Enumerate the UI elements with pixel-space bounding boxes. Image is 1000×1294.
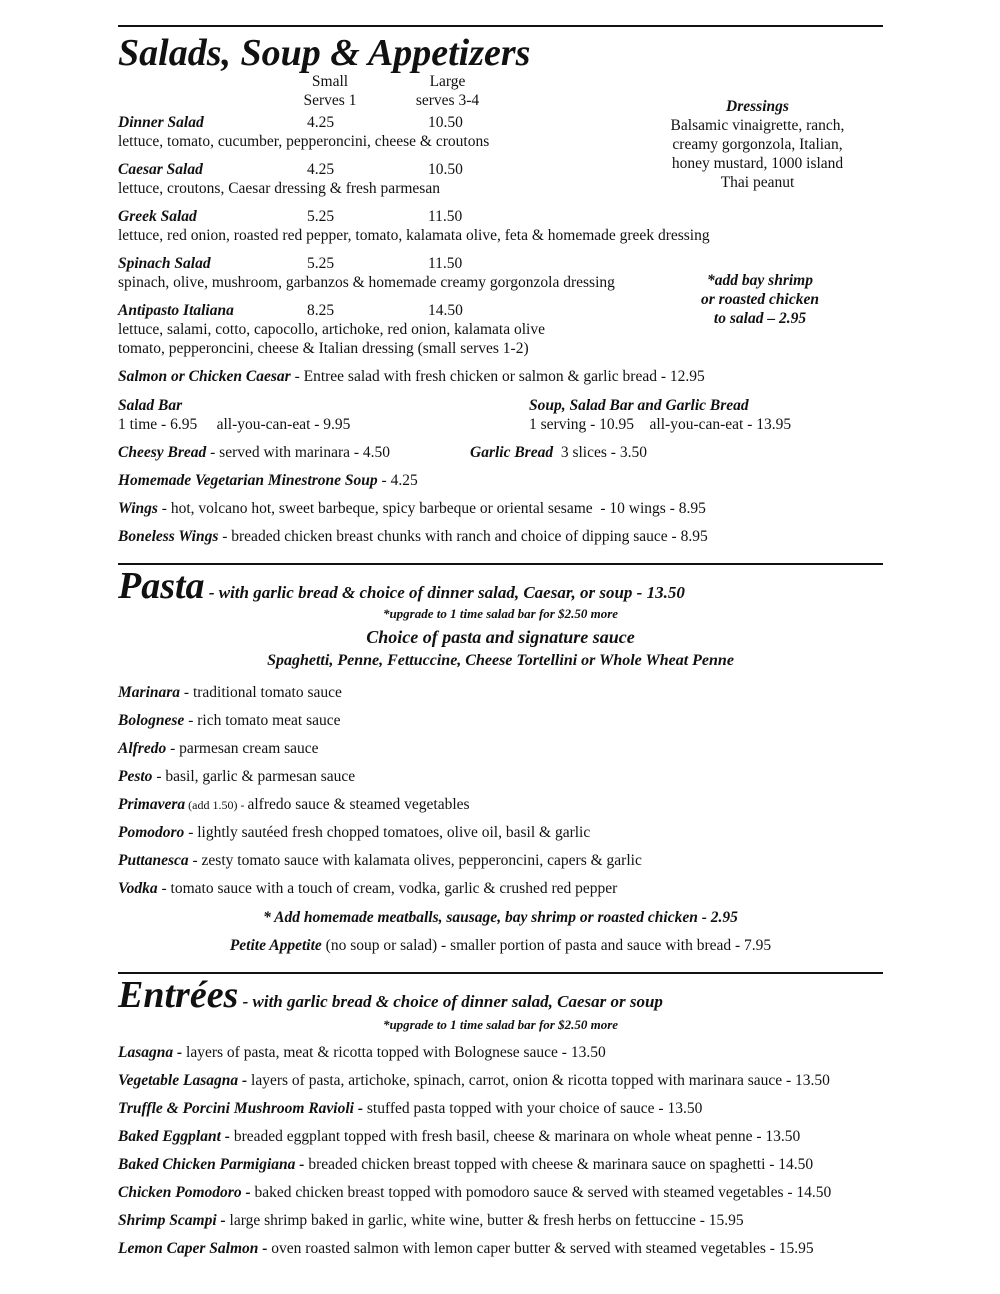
- pasta-sauce-item: [118, 739, 319, 758]
- item-name: Garlic Bread: [470, 444, 554, 461]
- entree-name: Lemon Caper Salmon -: [118, 1240, 268, 1257]
- salad-desc: lettuce, red onion, roasted red pepper, tomato, kalamata olive, feta & homemade greek dressing: [118, 227, 710, 244]
- salad-price-large: 14.50: [428, 302, 463, 319]
- dressings-title: Dressings: [726, 98, 789, 115]
- entree-desc: large shrimp baked in garlic, white wine, butter & fresh herbs on fettuccine - 15.95: [225, 1212, 744, 1229]
- pasta-subtitle: - with garlic bread & choice of dinner salad, Caesar, or soup - 13.50: [204, 583, 685, 602]
- salad-desc: tomato, pepperoncini, cheese & Italian dressing (small serves 1-2): [118, 340, 529, 357]
- salad-name: Dinner Salad: [118, 114, 204, 131]
- addon-line: or roasted chicken: [701, 291, 819, 308]
- menu-item-wings: [118, 499, 706, 518]
- entree-name: Lasagna -: [118, 1044, 183, 1061]
- pasta-sauce-item: [118, 823, 590, 842]
- salad-price-small: 4.25: [307, 114, 335, 131]
- salad-desc: lettuce, tomato, cucumber, pepperoncini, cheese & croutons: [118, 133, 490, 150]
- item-desc: - served with marinara - 4.50: [206, 444, 391, 461]
- salad-addon-note: [660, 271, 860, 328]
- dressings-line: honey mustard, 1000 island: [671, 155, 844, 172]
- sauce-name: Bolognese: [118, 712, 185, 729]
- pasta-heading: [118, 566, 685, 606]
- dressings-line: creamy gorgonzola, Italian,: [672, 136, 843, 153]
- pasta-title: Pasta: [118, 565, 205, 607]
- entree-item: [118, 1071, 830, 1090]
- section-divider: [118, 25, 883, 27]
- sauce-desc: - zesty tomato sauce with kalamata olives, pepperoncini, capers & garlic: [188, 852, 642, 869]
- entree-name: Shrimp Scampi -: [118, 1212, 226, 1229]
- salads-title: Salads, Soup & Appetizers: [118, 32, 531, 74]
- entree-name: Baked Eggplant -: [118, 1128, 230, 1145]
- sauce-desc: alfredo sauce & steamed vegetables: [247, 796, 470, 813]
- sauce-name: Pomodoro: [118, 824, 185, 841]
- sauce-name: Alfredo: [118, 740, 167, 757]
- dressings-line: Balsamic vinaigrette, ranch,: [670, 117, 845, 134]
- sauce-desc: - tomato sauce with a touch of cream, vodka, garlic & crushed red pepper: [157, 880, 618, 897]
- item-name: Cheesy Bread: [118, 444, 207, 461]
- entree-item: [118, 1211, 744, 1230]
- item-desc: 3 slices - 3.50: [553, 444, 647, 461]
- soup-bar-block: [529, 396, 791, 434]
- col-small-serves: Serves 1: [303, 92, 357, 109]
- addon-line: to salad – 2.95: [713, 310, 807, 327]
- salad-desc: lettuce, salami, cotto, capocollo, artichoke, red onion, kalamata olive: [118, 321, 545, 338]
- menu-item-salmon-caesar: [118, 367, 705, 386]
- pasta-upgrade-note: *upgrade to 1 time salad bar for $2.50 more: [382, 606, 619, 621]
- salad-price-small: 5.25: [307, 255, 335, 272]
- entree-desc: breaded chicken breast topped with cheese & marinara sauce on spaghetti - 14.50: [304, 1156, 814, 1173]
- salad-price-small: 5.25: [307, 208, 335, 225]
- menu-item-garlic-bread: [470, 443, 647, 462]
- pasta-sauce-item: [118, 711, 341, 730]
- entree-name: Baked Chicken Parmigiana -: [118, 1156, 305, 1173]
- entree-item: [118, 1239, 814, 1258]
- salad-desc: lettuce, croutons, Caesar dressing & fresh parmesan: [118, 180, 440, 197]
- col-small-header: [290, 72, 370, 110]
- salad-price-large: 10.50: [428, 161, 463, 178]
- col-small-label: Small: [311, 73, 349, 90]
- entree-name: Vegetable Lasagna -: [118, 1072, 248, 1089]
- entree-item: [118, 1043, 606, 1062]
- pasta-types: Spaghetti, Penne, Fettuccine, Cheese Tortellini or Whole Wheat Penne: [267, 652, 734, 669]
- sauce-desc: - basil, garlic & parmesan sauce: [152, 768, 356, 785]
- entree-name: Chicken Pomodoro -: [118, 1184, 251, 1201]
- item-name: Salad Bar: [118, 397, 183, 414]
- sauce-name: Puttanesca: [118, 852, 189, 869]
- entrees-subtitle: - with garlic bread & choice of dinner salad, Caesar or soup: [238, 992, 663, 1011]
- item-name: Salmon or Chicken Caesar: [118, 368, 291, 385]
- pasta-choice-heading: Choice of pasta and signature sauce: [366, 627, 635, 647]
- salad-price-large: 11.50: [428, 255, 463, 272]
- sauce-name: Vodka: [118, 880, 158, 897]
- item-name: Boneless Wings: [118, 528, 219, 545]
- entree-item: [118, 1099, 702, 1118]
- pasta-sauce-item: [118, 851, 642, 870]
- entrees-title: Entrées: [118, 974, 239, 1016]
- dressings-line: Thai peanut: [720, 174, 795, 191]
- sauce-desc: - lightly sautéed fresh chopped tomatoes, olive oil, basil & garlic: [184, 824, 591, 841]
- entree-name: Truffle & Porcini Mushroom Ravioli -: [118, 1100, 364, 1117]
- entrees-heading: [118, 975, 663, 1015]
- pasta-sauce-item: [118, 879, 617, 898]
- entree-desc: oven roasted salmon with lemon caper butter & served with steamed vegetables - 15.95: [267, 1240, 814, 1257]
- entree-desc: layers of pasta, artichoke, spinach, carrot, onion & ricotta topped with marinara sauce - 13.50: [247, 1072, 830, 1089]
- item-desc: (no soup or salad) - smaller portion of pasta and sauce with bread - 7.95: [321, 937, 772, 954]
- salad-price-large: 10.50: [428, 114, 463, 131]
- sauce-extra: (add 1.50) -: [185, 798, 248, 812]
- salad-price-large: 11.50: [428, 208, 463, 225]
- menu-item-minestrone: [118, 471, 418, 490]
- sauce-name: Primavera: [118, 796, 186, 813]
- sauce-name: Marinara: [118, 684, 181, 701]
- item-desc: - Entree salad with fresh chicken or salmon & garlic bread - 12.95: [290, 368, 705, 385]
- col-large-label: Large: [429, 73, 466, 90]
- pasta-sauce-item: [118, 795, 470, 815]
- menu-item-cheesy-bread: [118, 443, 390, 462]
- salad-price-small: 8.25: [307, 302, 335, 319]
- item-desc: - hot, volcano hot, sweet barbeque, spicy barbeque or oriental sesame - 10 wings - 8.95: [157, 500, 706, 517]
- item-desc: - 4.25: [377, 472, 418, 489]
- item-name: Petite Appetite: [229, 937, 322, 954]
- pasta-sauce-item: [118, 767, 355, 786]
- salad-name: Greek Salad: [118, 208, 197, 225]
- section-divider: [118, 563, 883, 565]
- item-name: Homemade Vegetarian Minestrone Soup: [118, 472, 378, 489]
- sauce-desc: - traditional tomato sauce: [180, 684, 342, 701]
- entree-item: [118, 1155, 813, 1174]
- entree-item: [118, 1127, 800, 1146]
- sauce-desc: - rich tomato meat sauce: [184, 712, 341, 729]
- salad-name: Caesar Salad: [118, 161, 203, 178]
- salad-name: Spinach Salad: [118, 255, 211, 272]
- addon-line: *add bay shrimp: [707, 272, 813, 289]
- item-name: Wings: [118, 500, 158, 517]
- item-desc: 1 serving - 10.95 all-you-can-eat - 13.95: [529, 416, 792, 433]
- entree-desc: layers of pasta, meat & ricotta topped with Bolognese sauce - 13.50: [182, 1044, 606, 1061]
- sauce-desc: - parmesan cream sauce: [166, 740, 319, 757]
- entrees-upgrade-note: *upgrade to 1 time salad bar for $2.50 more: [382, 1017, 619, 1032]
- sauce-name: Pesto: [118, 768, 153, 785]
- entree-desc: breaded eggplant topped with fresh basil, cheese & marinara on whole wheat penne - 13.50: [229, 1128, 801, 1145]
- salad-price-small: 4.25: [307, 161, 335, 178]
- entree-desc: stuffed pasta topped with your choice of sauce - 13.50: [363, 1100, 703, 1117]
- salad-desc: spinach, olive, mushroom, garbanzos & homemade creamy gorgonzola dressing: [118, 274, 615, 291]
- menu-item-petite-appetite: [118, 936, 883, 955]
- salad-name: Antipasto Italiana: [118, 302, 234, 319]
- col-large-serves: serves 3-4: [415, 92, 480, 109]
- menu-item-boneless-wings: [118, 527, 708, 546]
- item-desc: - breaded chicken breast chunks with ranch and choice of dipping sauce - 8.95: [218, 528, 708, 545]
- entree-desc: baked chicken breast topped with pomodoro sauce & served with steamed vegetables - 14.50: [250, 1184, 832, 1201]
- salad-bar-block: [118, 396, 350, 434]
- pasta-sauce-item: [118, 683, 342, 702]
- pasta-add-meat-note: * Add homemade meatballs, sausage, bay shrimp or roasted chicken - 2.95: [263, 909, 738, 926]
- dressings-box: [640, 97, 875, 192]
- entree-item: [118, 1183, 831, 1202]
- item-name: Soup, Salad Bar and Garlic Bread: [529, 397, 749, 414]
- col-large-header: [405, 72, 490, 110]
- item-desc: 1 time - 6.95 all-you-can-eat - 9.95: [118, 416, 351, 433]
